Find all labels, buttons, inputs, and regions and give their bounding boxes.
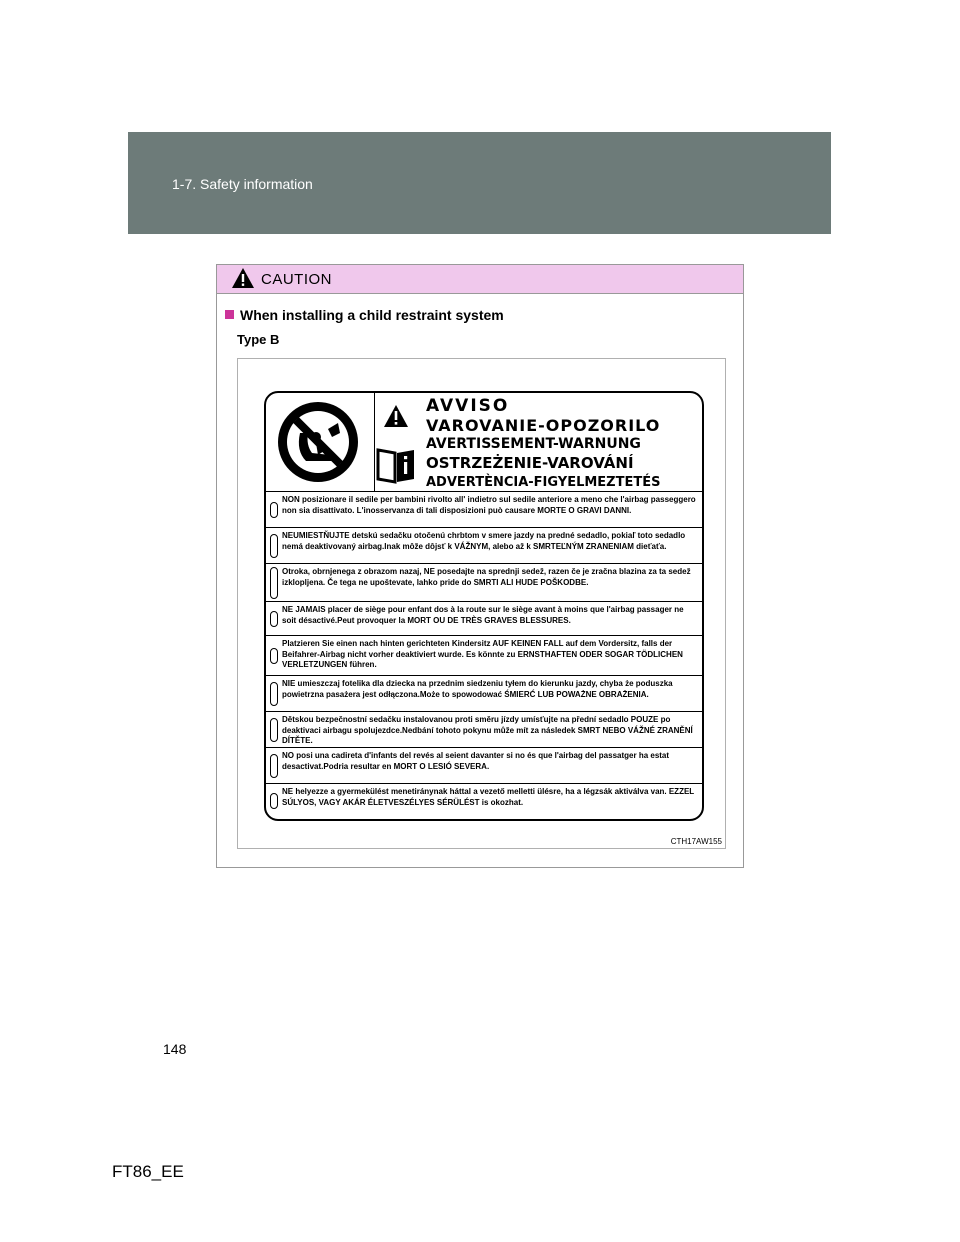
figure-code: CTH17AW155 bbox=[670, 837, 722, 846]
sticker-top bbox=[266, 393, 702, 491]
sticker-row-d bbox=[266, 635, 702, 675]
lang-badge-f bbox=[270, 611, 278, 627]
sticker-row-text: NE helyezze a gyermekülést menetiránynak háttal a vezető melletti ülésre, ha a légzsák aktiválva van. EZZEL SÚLYOS, VAGY AKÁR ÉLETVESZÉLYES SÉRÜLÉST is okozhat. bbox=[282, 787, 695, 807]
sticker-row-ad bbox=[266, 747, 702, 783]
sticker-title-5: ADVERTÈNCIA-FIGYELMEZTETÉS bbox=[426, 475, 661, 490]
type-label: Type B bbox=[237, 332, 280, 347]
sticker-row-text: Dětskou bezpečnostní sedačku instalovanou proti směru jízdy umísťujte na přední sedadlo POUZE po deaktivaci airbagu spolujezdce.Nedbání tohoto pokynu může mít za následek SMRT NEBO VÁŽNÉ ZRANĚNÍ DÍTĚTE. bbox=[282, 715, 693, 745]
section-header-bar bbox=[128, 132, 831, 234]
caution-label: CAUTION bbox=[261, 271, 332, 288]
sticker-title-1: AVVISO bbox=[426, 396, 510, 416]
sticker-row-slo bbox=[266, 563, 702, 601]
sticker-row-text: NON posizionare il sedile per bambini rivolto all' indietro sul sedile anteriore a meno che l'airbag passeggero non sia disattivato. L'inosservanza di tali disposizioni può causare MORTE O GRAVI DANNI. bbox=[282, 495, 696, 515]
sticker-row-text: Platzieren Sie einen nach hinten gerichteten Kindersitz AUF KEINEN FALL auf dem Vordersitz, falls der Beifahrer-Airbag nicht vorher deaktiviert wurde. Es könnte zu ERNSTHAFTEN ODER SOGAR TÖDLICHEN VERLETZUNGEN führen. bbox=[282, 639, 683, 669]
page-number: 148 bbox=[163, 1041, 187, 1057]
bullet-square-icon bbox=[225, 310, 234, 319]
sticker-row-cz bbox=[266, 711, 702, 747]
section-title: 1-7. Safety information bbox=[172, 176, 313, 192]
document-code: FT86_EE bbox=[112, 1162, 184, 1181]
sticker-title-3: AVERTISSEMENT-WARNUNG bbox=[426, 436, 641, 452]
caution-heading bbox=[225, 307, 504, 323]
lang-badge-ad bbox=[270, 754, 278, 778]
read-manual-book-icon bbox=[374, 442, 418, 486]
lang-badge-i bbox=[270, 502, 278, 518]
sticker-row-text: NO posi una cadireta d'infants del revés al seient davanter si no és que l'airbag del passatger ha estat desactivat.Podria resultar en MORT O LESIÓ SEVERA. bbox=[282, 751, 670, 771]
sticker-row-i bbox=[266, 491, 702, 527]
lang-badge-cz bbox=[270, 718, 278, 742]
sticker-row-text: NIE umieszczaj fotelika dla dziecka na przednim siedzeniu tyłem do kierunku jazdy, chyba że poduszka powietrzna pasażera jest odłączona.Może to spowodować ŚMIERĆ LUB POWAŻNE OBRAŻENIA. bbox=[282, 679, 673, 699]
sticker-row-text: NE JAMAIS placer de siège pour enfant dos à la route sur le siège avant à moins que l'airbag passager ne soit désactivé.Peut provoquer la MORT OU DE TRÈS GRAVES BLESSURES. bbox=[282, 605, 684, 625]
lang-badge-h bbox=[270, 793, 278, 809]
no-rear-facing-child-seat-icon bbox=[266, 393, 375, 491]
sticker-row-pl bbox=[266, 675, 702, 711]
exclamation-triangle-icon bbox=[374, 393, 418, 437]
sticker-row-text: NEUMIESTŇUJTE detskú sedačku otočenú chrbtom v smere jazdy na predné sedadlo, pokiaľ toto sedadlo nemá deaktivovaný airbag.Inak môže dôjsť k VÁŽNYM, alebo až k SMRTEĽNÝM ZRANENIAM dieťaťa. bbox=[282, 531, 686, 551]
lang-badge-pl bbox=[270, 682, 278, 706]
sticker-title-4: OSTRZEŻENIE-VAROVÁNÍ bbox=[426, 454, 634, 472]
airbag-warning-sticker bbox=[264, 391, 704, 821]
caution-box bbox=[216, 264, 744, 868]
sticker-row-sk bbox=[266, 527, 702, 563]
sticker-rows bbox=[266, 491, 702, 817]
lang-badge-slo bbox=[270, 567, 278, 599]
warning-triangle-icon bbox=[231, 267, 255, 289]
lang-badge-sk bbox=[270, 534, 278, 558]
sticker-row-h bbox=[266, 783, 702, 817]
symbols-column bbox=[374, 393, 418, 491]
sticker-row-text: Otroka, obrnjenega z obrazom nazaj, NE posedajte na sprednji sedež, razen če je zračna blazina za ta sedež izklopljena. Če tega ne upoštevate, lahko pride do SMRTI ALI HUDE POŠKODBE. bbox=[282, 567, 691, 587]
lang-badge-d bbox=[270, 648, 278, 664]
sticker-row-f bbox=[266, 601, 702, 635]
caution-heading-text: When installing a child restraint system bbox=[240, 307, 504, 323]
sticker-title-2: VAROVANIE-OPOZORILO bbox=[426, 416, 661, 435]
caution-header bbox=[217, 265, 743, 294]
figure-frame bbox=[237, 358, 726, 849]
sticker-titles bbox=[426, 397, 702, 492]
